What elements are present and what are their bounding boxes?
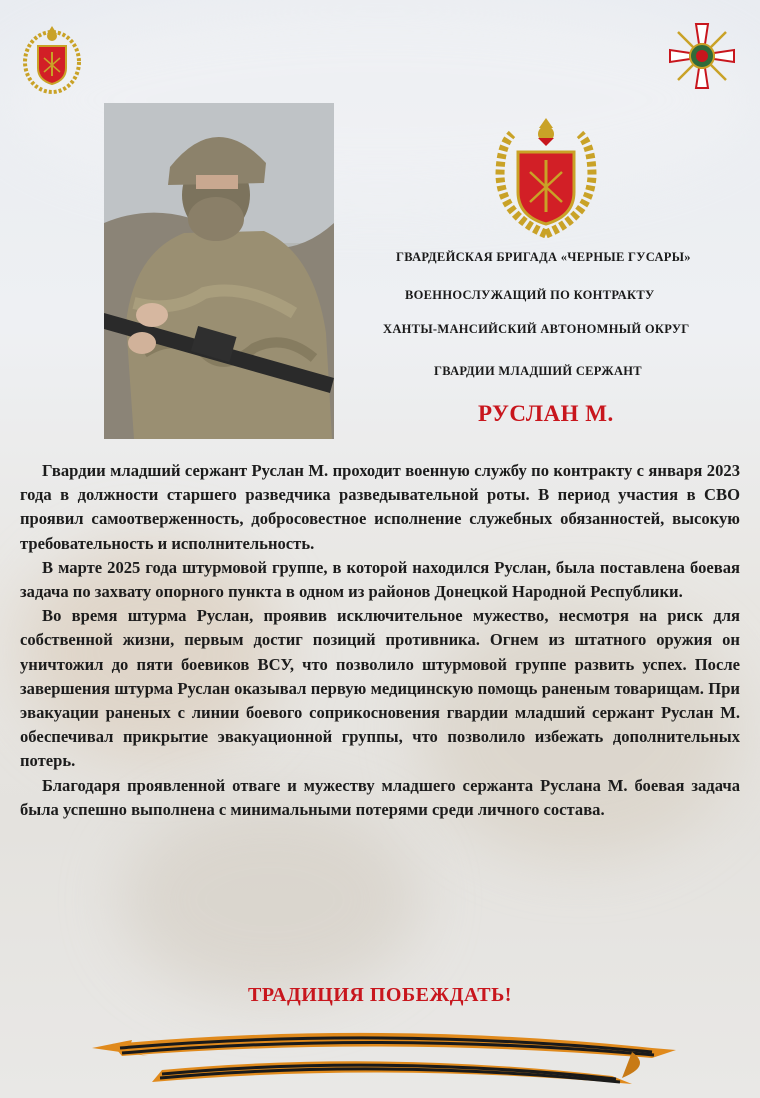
rank: ГВАРДИИ МЛАДШИЙ СЕРЖАНТ xyxy=(434,364,642,378)
st-george-ribbon-icon xyxy=(92,1026,676,1088)
brigade-emblem-large-icon xyxy=(494,116,598,238)
paragraph: Во время штурма Руслан, проявив исключительное мужество, несмотря на риск для собственной жизни, первым достиг позиций противника. Огнем из штатного оружия он уничтожил до пяти боевиков ВСУ, что позволило штурмовой группе развить успех. После завершения штурма Руслан оказывал первую медицинскую помощь раненым товарищам. При эвакуации раненых с линии боевого соприкосновения гвардии младший сержант Руслан М. обеспечивал прикрытие эвакуационной группы, что позволило избежать дополнительных потерь. xyxy=(20,606,740,771)
slogan: ТРАДИЦИЯ ПОБЕЖДАТЬ! xyxy=(248,984,512,1006)
soldier-name: РУСЛАН М. xyxy=(478,401,614,426)
service-type: ВОЕННОСЛУЖАЩИЙ ПО КОНТРАКТУ xyxy=(405,288,655,302)
paragraph: Благодаря проявленной отваге и мужеству младшего сержанта Руслана М. боевая задача была успешно выполнена с минимальными потерями среди личного состава. xyxy=(20,775,740,819)
paragraph: В марте 2025 года штурмовой группе, в которой находился Руслан, была поставлена боевая задача по захвату опорного пункта в одном из районов Донецкой Народной Республики. xyxy=(20,557,740,602)
brigade-title: ГВАРДЕЙСКАЯ БРИГАДА «ЧЕРНЫЕ ГУСАРЫ» xyxy=(396,250,691,264)
body-text xyxy=(20,459,740,822)
brigade-emblem-icon xyxy=(22,22,82,94)
soldier-photo xyxy=(104,103,334,439)
paragraph: Гвардии младший сержант Руслан М. проходит военную службу по контракту с января 2023 года в должности старшего разведчика разведывательной роты. В период участия в СВО проявил самоотверженность, добросовестное исполнение служебных обязанностей, высокую требовательность и исполнительность. xyxy=(20,461,740,553)
background-haze xyxy=(120,800,420,1000)
region: ХАНТЫ-МАНСИЙСКИЙ АВТОНОМНЫЙ ОКРУГ xyxy=(383,322,690,336)
soldier-image xyxy=(104,103,334,439)
cross-emblem-icon xyxy=(668,22,736,90)
